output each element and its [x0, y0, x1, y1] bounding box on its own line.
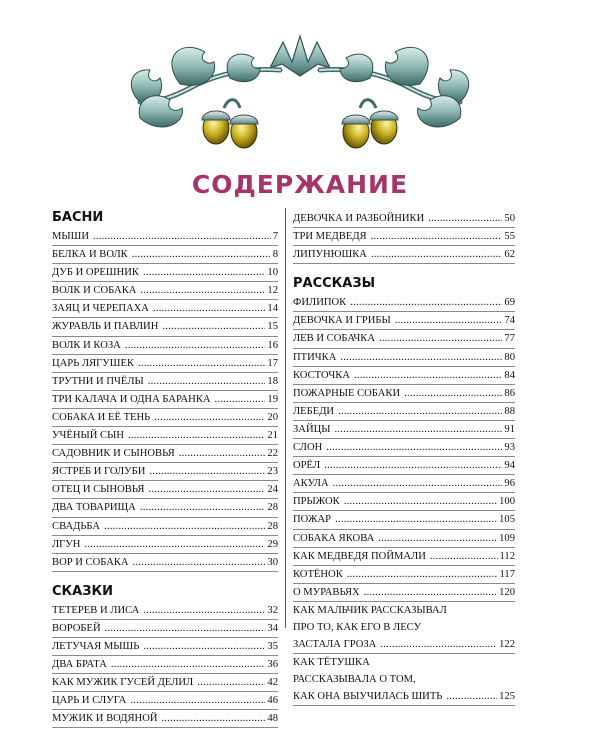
dot-leader — [140, 282, 265, 299]
page-number: 117 — [499, 568, 515, 580]
page-number: 22 — [267, 448, 278, 460]
toc-entry[interactable] — [293, 566, 515, 584]
entry-title: КОТЁНОК — [293, 568, 343, 580]
page-number: 86 — [504, 387, 515, 399]
page-number: 84 — [504, 369, 515, 381]
toc-entry[interactable] — [52, 481, 278, 499]
page-number: 17 — [267, 357, 278, 369]
toc-entry[interactable] — [293, 602, 515, 619]
dot-leader — [132, 246, 271, 263]
toc-entry[interactable] — [52, 620, 278, 638]
toc-entry[interactable] — [52, 638, 278, 656]
page-number: 125 — [499, 691, 515, 703]
dot-leader — [347, 566, 498, 583]
dot-leader — [215, 391, 266, 408]
entry-title: ПОЖАРНЫЕ СОБАКИ — [293, 387, 401, 399]
dot-leader — [335, 511, 497, 528]
dot-leader — [140, 499, 266, 516]
dot-leader — [197, 674, 265, 691]
entry-title: ТЕТЕРЕВ И ЛИСА — [52, 604, 140, 616]
toc-entry[interactable] — [52, 518, 278, 536]
page-number: 100 — [499, 496, 515, 508]
toc-entry[interactable] — [52, 337, 278, 355]
page-number: 19 — [267, 393, 278, 405]
toc-entry[interactable] — [293, 367, 515, 385]
page-number: 36 — [267, 659, 278, 671]
toc-entry[interactable] — [52, 692, 278, 710]
page-number: 80 — [504, 351, 515, 363]
dot-leader — [148, 373, 266, 390]
dot-leader — [378, 530, 497, 547]
dot-leader — [104, 518, 265, 535]
dot-leader — [162, 710, 266, 727]
page-number: 94 — [504, 460, 515, 472]
entry-title: КОСТОЧКА — [293, 369, 350, 381]
entry-title: ЛИПУНЮШКА — [293, 249, 367, 261]
toc-entry[interactable] — [293, 475, 515, 493]
toc-entry[interactable] — [293, 403, 515, 421]
entry-title: ПРО ТО, КАК ЕГО В ЛЕСУ — [293, 621, 422, 633]
page-number: 16 — [267, 339, 278, 351]
dot-leader — [93, 228, 271, 245]
toc-entry[interactable] — [52, 409, 278, 427]
entry-title: КАК МУЖИК ГУСЕЙ ДЕЛИЛ — [52, 677, 194, 689]
page-number: 14 — [267, 303, 278, 315]
toc-entry[interactable] — [52, 300, 278, 318]
dot-leader — [153, 300, 265, 317]
entry-title: ТРИ МЕДВЕДЯ — [293, 231, 367, 243]
toc-entry[interactable] — [293, 210, 515, 228]
entry-title: КАК МЕДВЕДЯ ПОЙМАЛИ — [293, 550, 426, 562]
page-number: 105 — [499, 514, 515, 526]
dot-leader — [84, 536, 265, 553]
dot-leader — [179, 445, 266, 462]
toc-entry[interactable] — [52, 710, 278, 728]
toc-entry[interactable] — [293, 584, 515, 602]
entry-title: ТРИ КАЛАЧА И ОДНА БАРАНКА — [52, 393, 211, 405]
page-number: 122 — [499, 639, 515, 651]
toc-right-column — [293, 210, 515, 706]
page-number: 35 — [267, 640, 278, 652]
entry-title: ДЕВОЧКА И ГРИБЫ — [293, 315, 391, 327]
entry-title: ЗАЯЦ И ЧЕРЕПАХА — [52, 303, 149, 315]
dot-leader — [148, 481, 265, 498]
toc-entry[interactable] — [52, 445, 278, 463]
toc-entry[interactable] — [52, 264, 278, 282]
toc-entry[interactable] — [52, 602, 278, 620]
dot-leader — [340, 349, 502, 366]
toc-entry[interactable] — [293, 439, 515, 457]
entry-title: ДЕВОЧКА И РАЗБОЙНИКИ — [293, 213, 425, 224]
entry-title: ВОР И СОБАКА — [52, 556, 129, 568]
dot-leader — [130, 692, 265, 709]
toc-entry[interactable] — [293, 421, 515, 439]
page-number: 42 — [267, 677, 278, 689]
entry-title: УЧЁНЫЙ СЫН — [52, 430, 124, 442]
entry-title: АКУЛА — [293, 478, 329, 490]
dot-leader — [125, 337, 266, 354]
entry-title: ЛЕВ И СОБАЧКА — [293, 333, 375, 345]
page-number: 93 — [504, 442, 515, 454]
toc-entry[interactable] — [52, 674, 278, 692]
oak-leaves-acorns-ornament-icon — [120, 28, 480, 158]
entry-title: ЛЕТУЧАЯ МЫШЬ — [52, 640, 140, 652]
dot-leader — [335, 421, 503, 438]
toc-entry[interactable] — [293, 530, 515, 548]
entry-title: ВОЛК И СОБАКА — [52, 285, 137, 297]
page-number: 7 — [272, 231, 278, 242]
dot-leader — [143, 602, 265, 619]
toc-entry[interactable] — [52, 318, 278, 336]
entry-title: ЯСТРЕБ И ГОЛУБИ — [52, 466, 146, 478]
page-number: 109 — [499, 532, 515, 544]
entry-title: СВАДЬБА — [52, 520, 101, 532]
page-number: 55 — [504, 231, 515, 243]
dot-leader — [143, 264, 265, 281]
dot-leader — [133, 554, 266, 571]
entry-title: ДВА ТОВАРИЩА — [52, 502, 136, 514]
dot-leader — [143, 638, 265, 655]
page-number: 62 — [504, 249, 515, 261]
toc-entry[interactable] — [293, 688, 515, 706]
dot-leader — [154, 409, 265, 426]
dot-leader — [149, 463, 265, 480]
entry-title: ЦАРЬ И СЛУГА — [52, 695, 127, 707]
dot-leader — [138, 355, 265, 372]
toc-entry[interactable] — [293, 330, 515, 348]
dot-leader — [338, 403, 502, 420]
entry-title: ФИЛИПОК — [293, 297, 347, 309]
entry-title: ЗАЙЦЫ — [293, 423, 331, 435]
section-heading: РАССКАЗЫ — [293, 276, 376, 292]
entry-title: ПРЫЖОК — [293, 496, 340, 508]
entry-title: ЗАСТАЛА ГРОЗА — [293, 639, 377, 651]
section-gap — [52, 572, 278, 584]
toc-entry[interactable] — [293, 349, 515, 367]
entry-title: ЖУРАВЛЬ И ПАВЛИН — [52, 321, 159, 333]
entry-title: СОБАКА И ЕЁ ТЕНЬ — [52, 411, 151, 423]
entry-title: ПТИЧКА — [293, 351, 337, 363]
dot-leader — [333, 475, 503, 492]
page-number: 28 — [267, 502, 278, 514]
page-number: 30 — [267, 556, 278, 568]
toc-entry[interactable] — [52, 355, 278, 373]
entry-title: О МУРАВЬЯХ — [293, 586, 360, 598]
page-number: 20 — [267, 411, 278, 423]
entry-title: КАК МАЛЬЧИК РАССКАЗЫВАЛ — [293, 604, 447, 616]
page-title: СОДЕРЖАНИЕ — [191, 170, 409, 199]
dot-leader — [350, 294, 502, 311]
toc-entry[interactable] — [52, 373, 278, 391]
toc-entry[interactable] — [52, 536, 278, 554]
toc-entry[interactable] — [293, 654, 515, 671]
page-number: 8 — [272, 249, 278, 261]
page-number: 21 — [267, 430, 278, 442]
toc-entry[interactable] — [293, 294, 515, 312]
dot-leader — [364, 584, 497, 601]
toc-entry[interactable] — [52, 391, 278, 409]
toc-entry[interactable] — [52, 499, 278, 517]
page-number: 46 — [267, 695, 278, 707]
entry-title: САДОВНИК И СЫНОВЬЯ — [52, 448, 175, 460]
section-heading: БАСНИ — [52, 210, 104, 225]
page-number: 34 — [267, 622, 278, 634]
page-number: 24 — [267, 484, 278, 496]
toc-entry[interactable] — [293, 511, 515, 529]
entry-title: ПОЖАР — [293, 514, 332, 526]
dot-leader — [162, 318, 265, 335]
toc-entry[interactable] — [293, 493, 515, 511]
entry-title: СЛОН — [293, 442, 323, 454]
page-number: 10 — [267, 267, 278, 279]
toc-entry[interactable] — [52, 246, 278, 264]
page-number: 12 — [267, 285, 278, 297]
section-heading: СКАЗКИ — [52, 583, 113, 599]
page-number: 112 — [499, 550, 515, 562]
dot-leader — [326, 439, 502, 456]
entry-title: ТРУТНИ И ПЧЁЛЫ — [52, 375, 144, 387]
entry-title: РАССКАЗЫВАЛА О ТОМ, — [293, 674, 416, 686]
dot-leader — [324, 457, 502, 474]
dot-leader — [395, 312, 503, 329]
entry-title: ЛГУН — [52, 538, 81, 550]
toc-entry[interactable] — [293, 636, 515, 654]
entry-title: ОТЕЦ И СЫНОВЬЯ — [52, 484, 145, 496]
toc-entry[interactable] — [293, 246, 515, 264]
page-number: 74 — [504, 315, 515, 327]
toc-entry[interactable] — [52, 228, 278, 246]
page-number: 77 — [504, 333, 515, 345]
entry-title: КАК ОНА ВЫУЧИЛАСЬ ШИТЬ — [293, 691, 443, 703]
page-number: 23 — [267, 466, 278, 478]
toc-entry[interactable] — [293, 312, 515, 330]
page-number: 32 — [267, 604, 278, 616]
toc-entry[interactable] — [293, 671, 515, 688]
page-number: 18 — [267, 375, 278, 387]
toc-entry[interactable] — [52, 554, 278, 572]
entry-title: ВОРОБЕЙ — [52, 622, 101, 634]
page-number: 50 — [504, 213, 515, 224]
page-number: 88 — [504, 405, 515, 417]
entry-title: ВОЛК И КОЗА — [52, 339, 121, 351]
dot-leader — [105, 620, 266, 637]
page-number: 29 — [267, 538, 278, 550]
dot-leader — [371, 228, 503, 245]
dot-leader — [111, 656, 266, 673]
dot-leader — [430, 548, 498, 565]
page-number: 96 — [504, 478, 515, 490]
toc-entry[interactable] — [293, 457, 515, 475]
section-gap — [293, 264, 515, 276]
dot-leader — [380, 636, 497, 653]
toc-entry[interactable] — [52, 427, 278, 445]
toc-entry[interactable] — [52, 282, 278, 300]
column-divider — [285, 208, 286, 628]
dot-leader — [446, 688, 497, 705]
page-number: 15 — [267, 321, 278, 333]
dot-leader — [404, 385, 502, 402]
entry-title: ЦАРЬ ЛЯГУШЕК — [52, 357, 135, 369]
entry-title: МУЖИК И ВОДЯНОЙ — [52, 713, 158, 725]
entry-title: ЛЕБЕДИ — [293, 405, 335, 417]
dot-leader — [428, 210, 502, 227]
toc-entry[interactable] — [293, 385, 515, 403]
toc-entry[interactable] — [52, 656, 278, 674]
toc-entry[interactable] — [293, 228, 515, 246]
entry-title: ДУБ И ОРЕШНИК — [52, 267, 139, 279]
entry-title: ОРЁЛ — [293, 460, 321, 472]
toc-entry[interactable] — [293, 619, 515, 636]
entry-title: МЫШИ — [52, 231, 89, 242]
toc-entry[interactable] — [52, 463, 278, 481]
page-number: 48 — [267, 713, 278, 725]
dot-leader — [344, 493, 497, 510]
entry-title: СОБАКА ЯКОВА — [293, 532, 375, 544]
dot-leader — [128, 427, 265, 444]
page-number: 91 — [504, 423, 515, 435]
entry-title: ДВА БРАТА — [52, 659, 107, 671]
page-number: 69 — [504, 297, 515, 309]
toc-entry[interactable] — [293, 548, 515, 566]
entry-title: БЕЛКА И ВОЛК — [52, 249, 128, 261]
dot-leader — [354, 367, 502, 384]
page-number: 120 — [499, 586, 515, 598]
toc-left-column — [52, 210, 278, 728]
dot-leader — [371, 246, 502, 263]
entry-title: КАК ТЁТУШКА — [293, 657, 370, 669]
dot-leader — [379, 330, 502, 347]
page-number: 28 — [267, 520, 278, 532]
